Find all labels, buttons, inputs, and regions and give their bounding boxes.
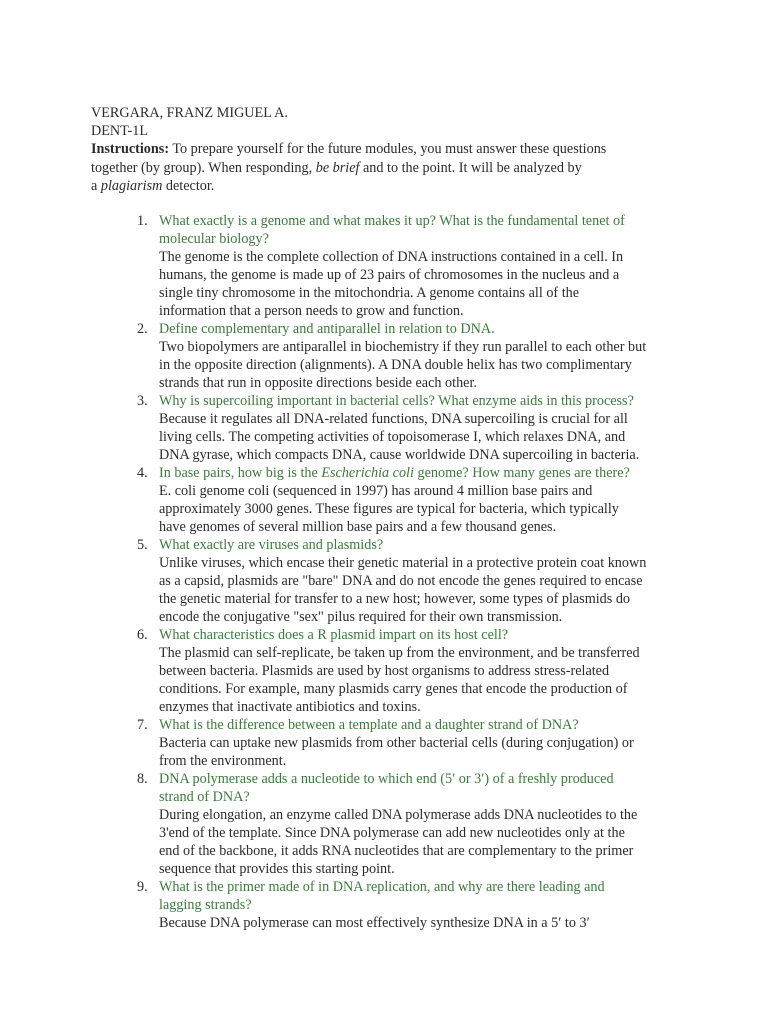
species-name: Escherichia coli	[321, 465, 414, 481]
list-item	[0, 212, 699, 320]
answer-line: 3'end of the template. Since DNA polymerase can add new nucleotides only at the	[159, 825, 625, 841]
answer-line: Because DNA polymerase can most effectively synthesize DNA in a 5′ to 3′	[159, 915, 590, 931]
answer-line: in the opposite direction (alignments). A DNA double helix has two complimentary	[159, 357, 632, 373]
question-line: Why is supercoiling important in bacterial cells? What enzyme aids in this process?	[159, 393, 634, 409]
answer-line: end of the backbone, it adds RNA nucleotides that are complementary to the primer	[159, 843, 634, 859]
list-item	[0, 770, 699, 878]
list-item	[0, 320, 699, 392]
instructions-line-1: Instructions: To prepare yourself for the future modules, you must answer these questions	[91, 141, 607, 157]
answer-line: E. coli genome coli (sequenced in 1997) has around 4 million base pairs and	[159, 483, 593, 499]
answer-line: Bacteria can uptake new plasmids from other bacterial cells (during conjugation) or	[159, 735, 634, 751]
student-section: DENT-1L	[91, 123, 149, 139]
item-number: 7.	[137, 717, 148, 733]
question-line: What exactly are viruses and plasmids?	[159, 537, 384, 553]
answer-line: During elongation, an enzyme called DNA polymerase adds DNA nucleotides to the	[159, 807, 638, 823]
question-line: What exactly is a genome and what makes it up? What is the fundamental tenet of	[159, 213, 625, 229]
question-line: lagging strands?	[159, 897, 252, 913]
question-line: DNA polymerase adds a nucleotide to which end (5′ or 3′) of a freshly produced	[159, 771, 614, 787]
question-list	[0, 212, 768, 932]
list-item	[0, 464, 699, 536]
answer-line: have genomes of several million base pairs and a few thousand genes.	[159, 519, 557, 535]
instructions-line-3: a plagiarism detector.	[91, 178, 215, 194]
item-number: 3.	[137, 393, 148, 409]
answer-line: The plasmid can self-replicate, be taken up from the environment, and be transferred	[159, 645, 640, 661]
answer-line: conditions. For example, many plasmids carry genes that encode the production of	[159, 681, 628, 697]
item-number: 8.	[137, 771, 148, 787]
emphasis-be-brief: be brief	[315, 159, 360, 176]
question-line: What is the primer made of in DNA replication, and why are there leading and	[159, 879, 605, 895]
question-line: Define complementary and antiparallel in relation to DNA.	[159, 321, 495, 337]
list-item	[0, 392, 699, 464]
question-line: What characteristics does a R plasmid impart on its host cell?	[159, 627, 509, 643]
item-number: 4.	[137, 465, 148, 481]
instructions-label: Instructions:	[91, 141, 170, 157]
question-line: In base pairs, how big is the Escherichia coli genome? How many genes are there?	[159, 465, 630, 481]
answer-line: Unlike viruses, which encase their genetic material in a protective protein coat known	[159, 555, 647, 571]
answer-line: between bacteria. Plasmids are used by host organisms to address stress-related	[159, 663, 610, 679]
list-item	[0, 536, 699, 626]
item-number: 6.	[137, 627, 148, 643]
answer-line: information that a person needs to grow and function.	[159, 303, 464, 319]
emphasis-plagiarism: plagiarism	[100, 178, 163, 194]
question-line: What is the difference between a template and a daughter strand of DNA?	[159, 717, 579, 733]
list-item	[0, 716, 699, 770]
answer-line: living cells. The competing activities of topoisomerase I, which relaxes DNA, and	[159, 429, 626, 445]
answer-line: approximately 3000 genes. These figures are typical for bacteria, which typically	[159, 501, 619, 517]
answer-line: The genome is the complete collection of DNA instructions contained in a cell. In	[159, 249, 624, 265]
instructions-line-2: together (by group). When responding, be brief and to the point. It will be analyzed by	[91, 159, 582, 176]
item-number: 1.	[137, 213, 148, 229]
answer-line: enzymes that inactivate antibiotics and toxins.	[159, 699, 421, 715]
item-number: 2.	[137, 321, 148, 337]
answer-line: sequence that provides this starting point.	[159, 861, 395, 877]
answer-line: single tiny chromosome in the mitochondria. A genome contains all of the	[159, 285, 580, 301]
answer-line: the genetic material for transfer to a new host; however, some types of plasmids do	[159, 591, 631, 607]
student-name: VERGARA, FRANZ MIGUEL A.	[91, 105, 288, 121]
document-header	[91, 104, 288, 140]
answer-line: Because it regulates all DNA-related functions, DNA supercoiling is crucial for all	[159, 411, 628, 427]
question-line: molecular biology?	[159, 231, 269, 247]
item-number: 5.	[137, 537, 148, 553]
answer-line: DNA gyrase, which compacts DNA, cause worldwide DNA supercoiling in bacteria.	[159, 447, 640, 463]
item-number: 9.	[137, 879, 148, 895]
answer-line: encode the conjugative "sex" pilus required for their own transmission.	[159, 609, 563, 625]
answer-line: as a capsid, plasmids are "bare" DNA and do not encode the genes required to encase	[159, 573, 643, 589]
answer-line: strands that run in opposite directions beside each other.	[159, 375, 477, 391]
list-item	[0, 878, 699, 932]
list-item	[0, 626, 699, 716]
answer-line: humans, the genome is made up of 23 pairs of chromosomes in the nucleus and a	[159, 267, 620, 283]
answer-line: Two biopolymers are antiparallel in biochemistry if they run parallel to each other but	[159, 339, 647, 355]
question-line: strand of DNA?	[159, 789, 250, 805]
answer-line: from the environment.	[159, 753, 287, 769]
instructions-paragraph	[91, 140, 691, 196]
